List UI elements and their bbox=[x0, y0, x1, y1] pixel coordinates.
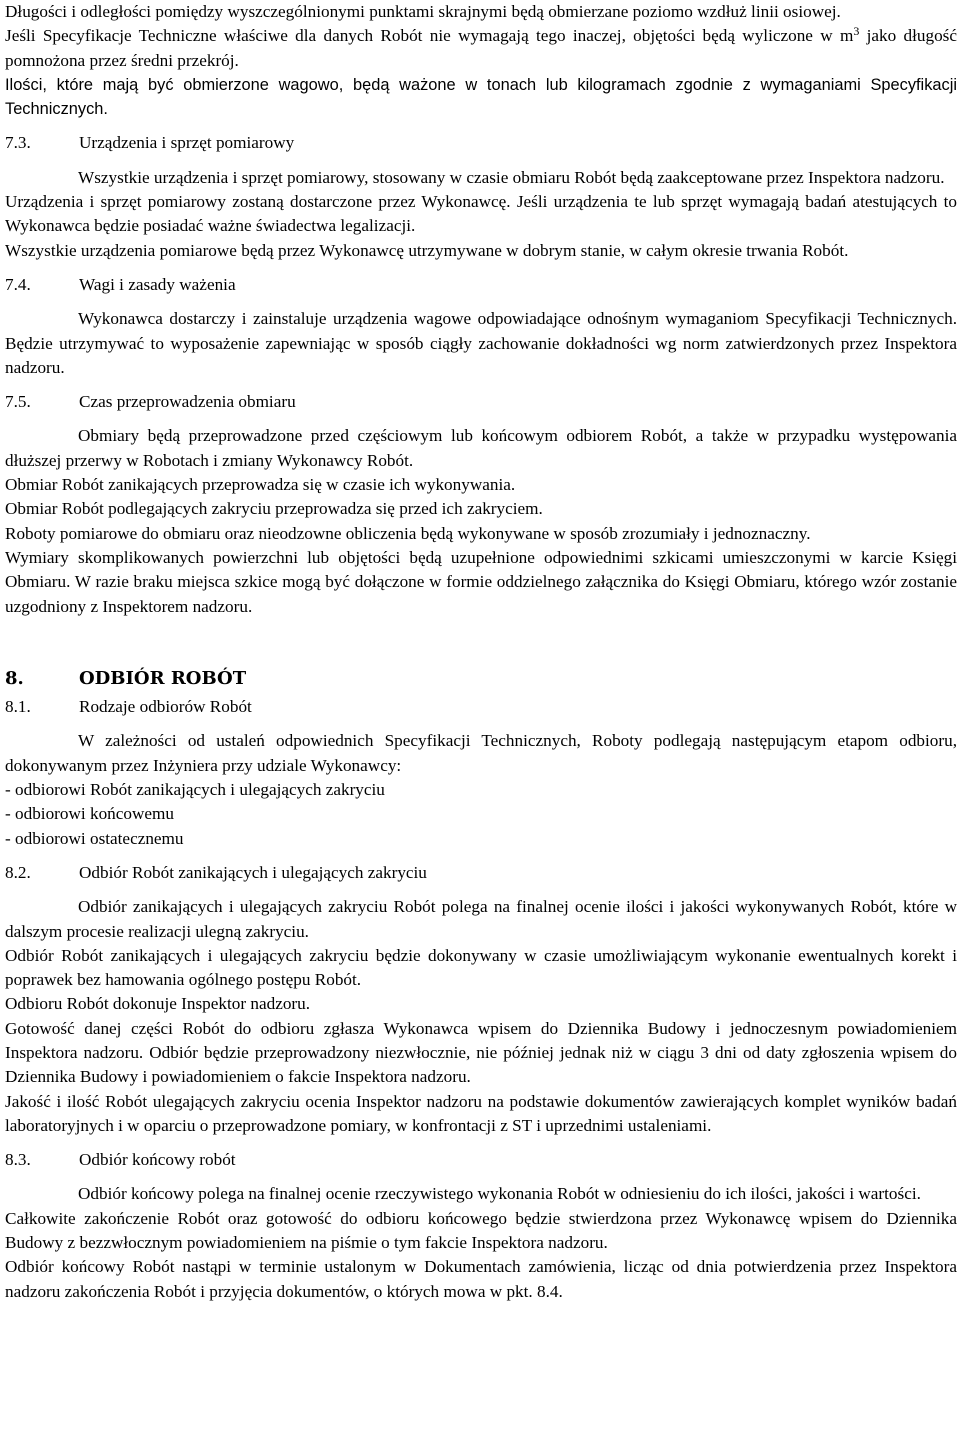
section-8-2-paragraph-4: Gotowość danej części Robót do odbioru zgłasza Wykonawca wpisem do Dziennika Budowy i jednoczesnym powiadomieniem Inspektora nadzoru. Odbiór będzie przeprowadzony niezwłocznie, nie później jednak niż w ciągu 3 dni od daty zgłoszenia wpisem do Dziennika Budowy i powiadomieniem o fakcie Inspektora nadzoru. bbox=[5, 1018, 957, 1087]
cubic-superscript: 3 bbox=[853, 24, 860, 39]
section-8-2-paragraph-5: Jakość i ilość Robót ulegających zakryciu ocenia Inspektor nadzoru na podstawie dokumentów zawierających komplet wyników badań laboratoryjnych i w oparciu o przeprowadzone pomiary, w konfrontacji z ST i uprzednimi ustaleniami. bbox=[5, 1091, 957, 1135]
intro-paragraph-weights: Ilości, które mają być obmierzone wagowo, będą ważone w tonach lub kilogramach zgodnie z wymaganiami Specyfikacji Technicznych. bbox=[5, 75, 957, 119]
section-8-1-heading bbox=[5, 695, 957, 719]
section-7-3-paragraph-2: Urządzenia i sprzęt pomiarowy zostaną dostarczone przez Wykonawcę. Jeśli urządzenia te lub sprzęt wymagają badań atestujących to Wykonawca będzie posiadać ważne świadectwa legalizacji. bbox=[5, 192, 957, 236]
intro-paragraph-lengths: Długości i odległości pomiędzy wyszczególnionymi punktami skrajnymi będą obmierzane poziomo wzdłuż linii osiowej. bbox=[5, 2, 841, 21]
section-number: 7.5. bbox=[5, 392, 31, 412]
section-number: 8.3. bbox=[5, 1150, 31, 1170]
section-7-5-paragraph-5: Wymiary skomplikowanych powierzchni lub objętości będą uzupełnione odpowiednimi szkicami umieszczonymi w karcie Księgi Obmiaru. W razie braku miejsca szkice mogą być dołączone w formie oddzielnego załącznika do Księgi Obmiaru, którego wzór zostanie uzgodniony z Inspektorem nadzoru. bbox=[5, 547, 957, 616]
section-number: 7.3. bbox=[5, 133, 31, 153]
section-number: 8.1. bbox=[5, 697, 31, 717]
intro-paragraph-volumes bbox=[5, 24, 957, 73]
section-7-3-heading bbox=[5, 131, 957, 155]
section-8-1-paragraph-1: W zależności od ustaleń odpowiednich Specyfikacji Technicznych, Roboty podlegają następującym etapom odbioru, dokonywanym przez Inżyniera przy udziale Wykonawcy: bbox=[5, 731, 957, 775]
section-title: Urządzenia i sprzęt pomiarowy bbox=[79, 133, 295, 153]
section-7-5-paragraph-3: Obmiar Robót podlegających zakryciu przeprowadza się przed ich zakryciem. bbox=[5, 499, 543, 519]
section-number: 8.2. bbox=[5, 862, 31, 882]
section-8-2-heading bbox=[5, 861, 957, 885]
chapter-title: ODBIÓR ROBÓT bbox=[79, 667, 247, 689]
list-item: - odbiorowi końcowemu bbox=[5, 804, 174, 824]
section-title: Czas przeprowadzenia obmiaru bbox=[79, 392, 296, 412]
list-item: - odbiorowi ostatecznemu bbox=[5, 828, 184, 848]
section-title: Rodzaje odbiorów Robót bbox=[79, 697, 252, 717]
section-title: Wagi i zasady ważenia bbox=[79, 274, 236, 294]
section-7-5-paragraph-4: Roboty pomiarowe do obmiaru oraz nieodzowne obliczenia będą wykonywane w sposób zrozumiały i jednoznaczny. bbox=[5, 523, 811, 543]
section-7-3-paragraph-1: Wszystkie urządzenia i sprzęt pomiarowy, stosowany w czasie obmiaru Robót będą zaakceptowane przez Inspektora nadzoru. bbox=[78, 167, 945, 187]
section-7-5-paragraph-2: Obmiar Robót zanikających przeprowadza się w czasie ich wykonywania. bbox=[5, 475, 516, 495]
section-8-3-paragraph-1: Odbiór końcowy polega na finalnej ocenie rzeczywistego wykonania Robót w odniesieniu do ich ilości, jakości i wartości. bbox=[78, 1184, 921, 1204]
volumes-text-before: Jeśli Specyfikacje Techniczne właściwe dla danych Robót nie wymagają tego inaczej, objętości będą wyliczone w m bbox=[5, 26, 854, 46]
list-item: - odbiorowi Robót zanikających i ulegających zakryciu bbox=[5, 780, 385, 800]
chapter-8-heading bbox=[5, 667, 957, 691]
section-7-3-paragraph-3: Wszystkie urządzenia pomiarowe będą przez Wykonawcę utrzymywane w dobrym stanie, w całym okresie trwania Robót. bbox=[5, 240, 849, 260]
section-8-2-paragraph-1: Odbiór zanikających i ulegających zakryciu Robót polega na finalnej ocenie ilości i jakości wykonywanych Robót, które w dalszym procesie realizacji ulegną zakryciu. bbox=[5, 897, 957, 941]
section-7-5-paragraph-1: Obmiary będą przeprowadzone przed częściowym lub końcowym odbiorem Robót, a także w przypadku występowania dłuższej przerwy w Robotach i zmiany Wykonawcy Robót. bbox=[5, 426, 957, 470]
document-page bbox=[5, 0, 957, 1304]
section-7-4-heading bbox=[5, 273, 957, 297]
section-7-5-heading bbox=[5, 390, 957, 414]
section-7-4-paragraph-1: Wykonawca dostarczy i zainstaluje urządzenia wagowe odpowiadające odnośnym wymaganiom Specyfikacji Technicznych. Będzie utrzymywać to wyposażenie zapewniając w sposób ciągły zachowanie dokładności wg norm zatwierdzonych przez Inspektora nadzoru. bbox=[5, 309, 957, 377]
section-8-2-paragraph-2: Odbiór Robót zanikających i ulegających zakryciu będzie dokonywany w czasie umożliwiającym wykonanie ewentualnych korekt i poprawek bez hamowania ogólnego postępu Robót. bbox=[5, 945, 957, 990]
section-number: 7.4. bbox=[5, 274, 31, 294]
section-8-3-heading bbox=[5, 1148, 957, 1172]
volumes-text-after: jako długość pomnożona przez średni przekrój. bbox=[5, 26, 958, 70]
section-8-3-paragraph-3: Odbiór końcowy Robót nastąpi w terminie ustalonym w Dokumentach zamówienia, licząc od dnia potwierdzenia przez Inspektora nadzoru zakończenia Robót i przyjęcia dokumentów, o których mowa w pkt. 8.4. bbox=[5, 1257, 957, 1301]
section-8-2-paragraph-3: Odbioru Robót dokonuje Inspektor nadzoru. bbox=[5, 994, 311, 1014]
section-title: Odbiór Robót zanikających i ulegających zakryciu bbox=[79, 862, 427, 882]
section-title: Odbiór końcowy robót bbox=[79, 1150, 236, 1170]
chapter-number: 8. bbox=[5, 667, 24, 689]
section-8-3-paragraph-2: Całkowite zakończenie Robót oraz gotowość do odbioru końcowego będzie stwierdzona przez Wykonawcę wpisem do Dziennika Budowy z bezzwłocznym powiadomieniem na piśmie o tym fakcie Inspektora nadzoru. bbox=[5, 1208, 957, 1253]
